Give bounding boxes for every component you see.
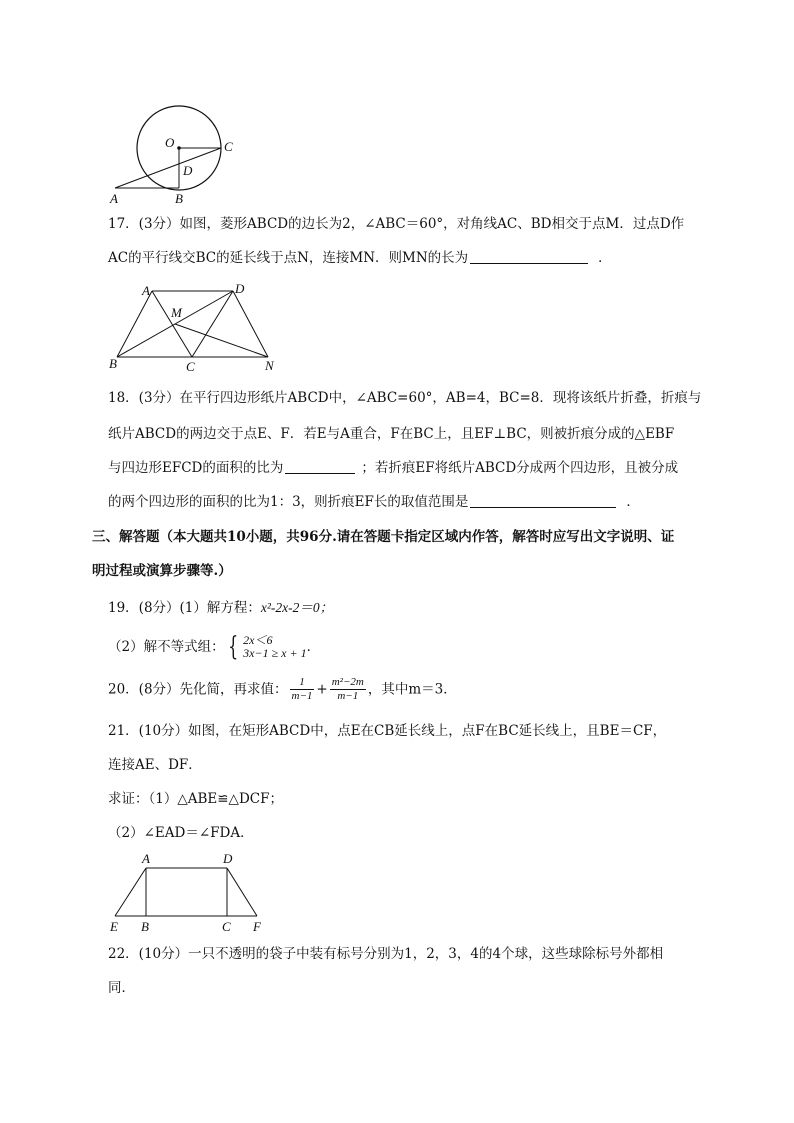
label-e: E (110, 919, 118, 934)
question-19-line2 (108, 634, 320, 668)
label-b: B (175, 191, 183, 206)
inequality-2: 3x−1 ≥ x + 1 (243, 646, 307, 660)
fraction-1-denominator: m−1 (291, 690, 313, 702)
label-d: D (183, 163, 193, 178)
label-a: A (142, 283, 150, 298)
label-c: C (222, 919, 231, 934)
question-19-end: ． (306, 639, 321, 655)
figure-rhombus (105, 280, 285, 375)
label-c: C (224, 139, 233, 154)
section-3-heading-line2: 明过程或演算步骤等.） (92, 563, 232, 579)
question-20-line (108, 676, 457, 710)
question-21-line1: 21．(10分）如图，在矩形ABCD中，点E在CB延长线上，点F在BC延长线上，且BE＝CF， (108, 723, 667, 739)
question-17-line1: 17．(3分）如图，菱形ABCD的边长为2，∠ABC＝60°，对角线AC、BD相交于点M．过点D作 (108, 216, 685, 232)
question-19-prefix: 19．(8分）(1）解方程： (108, 600, 261, 616)
question-21-line3: 求证：（1）△ABE≌△DCF； (108, 791, 283, 807)
question-17-end: ． (598, 250, 612, 266)
question-18-line3 (108, 458, 678, 478)
question-21-line4: （2）∠EAD＝∠FDA． (108, 825, 254, 841)
inequality-system (241, 634, 306, 660)
answer-blank-17[interactable] (470, 249, 588, 264)
fraction-1-numerator: 1 (290, 676, 315, 690)
label-o: O (165, 135, 175, 150)
label-d: D (235, 281, 245, 296)
segment-ac (115, 148, 221, 188)
label-b: B (109, 356, 117, 371)
figure-rectangle (105, 850, 275, 936)
question-22-line2: 同． (108, 980, 135, 996)
question-19-part2-prefix: （2）解不等式组： (108, 639, 225, 655)
label-b: B (141, 919, 149, 934)
question-17-line2 (108, 248, 612, 268)
question-20-suffix: ，其中m＝3． (367, 681, 457, 698)
label-a: A (142, 851, 150, 866)
question-19-line1 (108, 598, 333, 618)
equation-19: x²-2x-2＝0； (260, 600, 334, 615)
fraction-2-numerator: m²−2m (331, 676, 364, 688)
segment-dc (192, 291, 233, 357)
question-18-text-a: 与四边形EFCD的面积的比为 (108, 460, 284, 476)
segment-ac (152, 291, 192, 357)
question-18-line2: 纸片ABCD的两边交于点E、F．若E与A重合，F在BC上，且EF⊥BC，则被折痕分成的△EBF (108, 426, 675, 442)
label-f: F (253, 919, 261, 934)
center-dot (177, 146, 181, 150)
question-17-text: AC的平行线交BC的延长线于点N，连接MN．则MN的长为 (108, 250, 469, 266)
answer-blank-18b[interactable] (470, 493, 616, 508)
plus-sign: + (316, 681, 328, 698)
label-c: C (186, 359, 195, 374)
label-m: M (171, 305, 182, 320)
segment-dn (233, 291, 268, 357)
fraction-1 (290, 676, 315, 703)
inequality-1: 2x＜6 (243, 633, 273, 647)
label-d: D (223, 851, 233, 866)
figure-circle (105, 100, 255, 206)
question-18-end: ． (626, 494, 640, 510)
question-18-text-b: ；若折痕EF将纸片ABCD分成两个四边形，且被分成 (361, 460, 679, 476)
fraction-2-denominator: m−1 (337, 690, 359, 702)
answer-blank-18a[interactable] (285, 459, 355, 474)
question-18-line1: 18．(3分）在平行四边形纸片ABCD中，∠ABC=60°，AB=4，BC=8．现将该纸片折叠，折痕与 (108, 390, 702, 406)
label-n: N (265, 358, 274, 373)
fraction-2 (330, 676, 366, 703)
question-20-prefix: 20．(8分）先化简，再求值： (108, 681, 288, 698)
question-21-line2: 连接AE、DF． (108, 757, 202, 773)
label-a: A (110, 191, 118, 206)
segment-df (227, 868, 257, 916)
brace-icon: { (227, 632, 238, 662)
segment-ae (115, 868, 146, 916)
question-18-text-c: 的两个四边形的面积的比为1：3，则折痕EF长的取值范围是 (108, 494, 469, 510)
section-3-heading-line1: 三、解答题（本大题共10小题，共96分.请在答题卡指定区域内作答，解答时应写出文字说明、证 (92, 529, 675, 545)
question-22-line1: 22．(10分）一只不透明的袋子中装有标号分别为1，2，3，4的4个球，这些球除标号外都相 (108, 946, 664, 962)
question-18-line4 (108, 492, 640, 512)
